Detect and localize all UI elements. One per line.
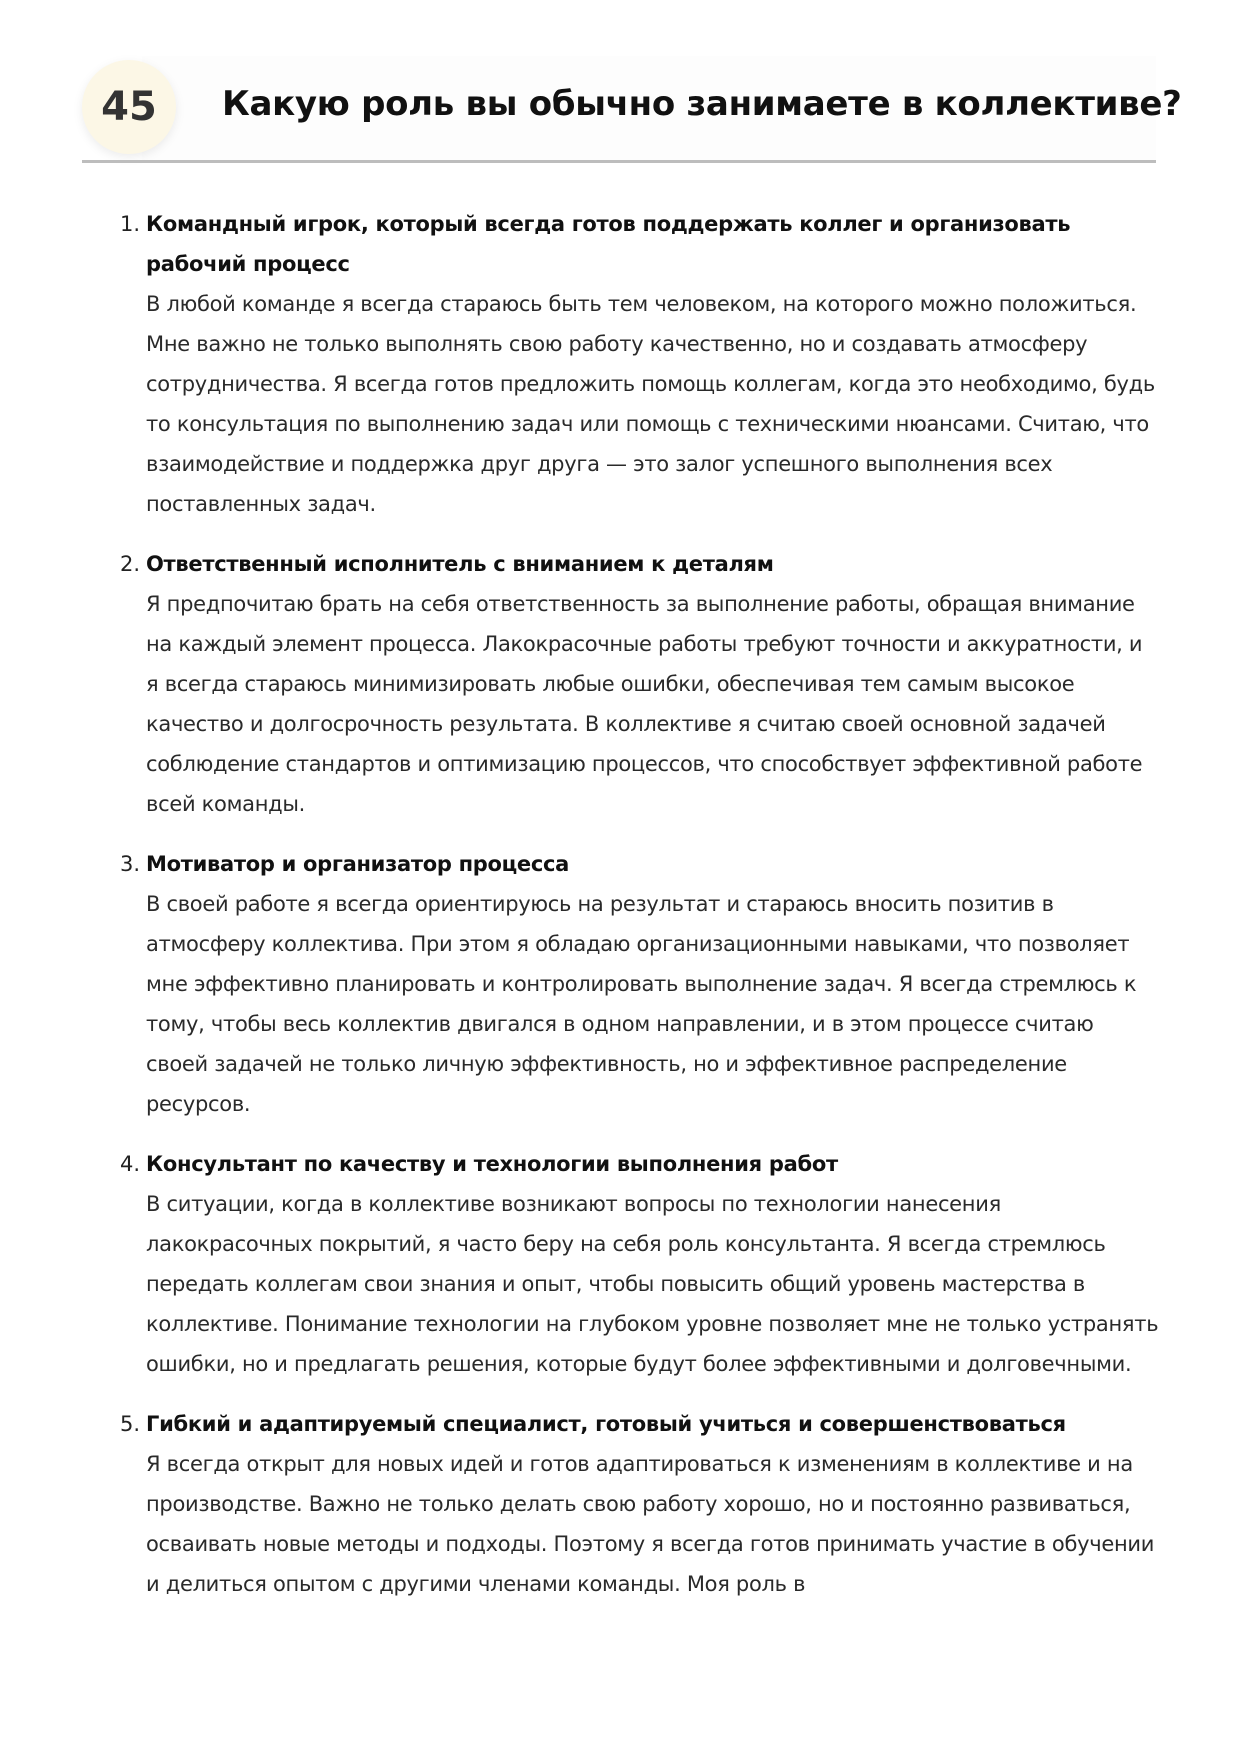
answer-body: В любой команде я всегда стараюсь быть тем человеком, на которого можно положиться. Мне важно не только выполнять свою работу качественно, но и создавать атмосферу сотрудничества. Я всегда готов предложить помощь коллегам, когда это необходимо, будь то консультация по выполнению задач или помощь с техническими нюансами. Считаю, что взаимодействие и поддержка друг друга — это залог успешного выполнения всех поставленных задач. (146, 292, 1155, 516)
answer-number: 3. (120, 852, 141, 876)
answer-body: В своей работе я всегда ориентируюсь на результат и стараюсь вносить позитив в атмосферу коллектива. При этом я обладаю организационными навыками, что позволяет мне эффективно планировать и контролировать выполнение задач. Я всегда стремлюсь к тому, чтобы весь коллектив двигался в одном направлении, и в этом процессе считаю своей задачей не только личную эффективность, но и эффективное распределение ресурсов. (146, 892, 1137, 1116)
question-number: 45 (101, 84, 157, 130)
answer-title: Мотиватор и организатор процесса (146, 852, 570, 876)
question-header (82, 56, 1182, 162)
question-title: Какую роль вы обычно занимаете в коллективе? (222, 84, 1182, 124)
answer-body: В ситуации, когда в коллективе возникают вопросы по технологии нанесения лакокрасочных покрытий, я часто беру на себя роль консультанта. Я всегда стремлюсь передать коллегам свои знания и опыт, чтобы повысить общий уровень мастерства в коллективе. Понимание технологии на глубоком уровне позволяет мне не только устранять ошибки, но и предлагать решения, которые будут более эффективными и долговечными. (146, 1192, 1159, 1376)
answer-item (120, 1144, 1160, 1384)
answer-title: Командный игрок, который всегда готов поддержать коллег и организовать рабочий процесс (146, 212, 1071, 276)
header-divider (82, 160, 1156, 163)
answer-item (120, 844, 1160, 1124)
answer-item (120, 204, 1160, 524)
answer-number: 1. (120, 212, 141, 236)
answer-number: 5. (120, 1412, 141, 1436)
answer-title: Гибкий и адаптируемый специалист, готовый учиться и совершенствоваться (146, 1412, 1066, 1436)
answer-number: 2. (120, 552, 141, 576)
answer-title: Консультант по качеству и технологии выполнения работ (146, 1152, 838, 1176)
answer-title: Ответственный исполнитель с вниманием к деталям (146, 552, 774, 576)
answer-item (120, 1404, 1160, 1604)
answer-item (120, 544, 1160, 824)
answer-body: Я предпочитаю брать на себя ответственность за выполнение работы, обращая внимание на каждый элемент процесса. Лакокрасочные работы требуют точности и аккуратности, и я всегда стараюсь минимизировать любые ошибки, обеспечивая тем самым высокое качество и долгосрочность результата. В коллективе я считаю своей основной задачей соблюдение стандартов и оптимизацию процессов, что способствует эффективной работе всей команды. (146, 592, 1143, 816)
answer-body: Я всегда открыт для новых идей и готов адаптироваться к изменениям в коллективе и на производстве. Важно не только делать свою работу хорошо, но и постоянно развиваться, осваивать новые методы и подходы. Поэтому я всегда готов принимать участие в обучении и делиться опытом с другими членами команды. Моя роль в (146, 1452, 1155, 1596)
answer-list (120, 204, 1160, 1624)
question-number-badge (82, 60, 176, 154)
answer-number: 4. (120, 1152, 141, 1176)
